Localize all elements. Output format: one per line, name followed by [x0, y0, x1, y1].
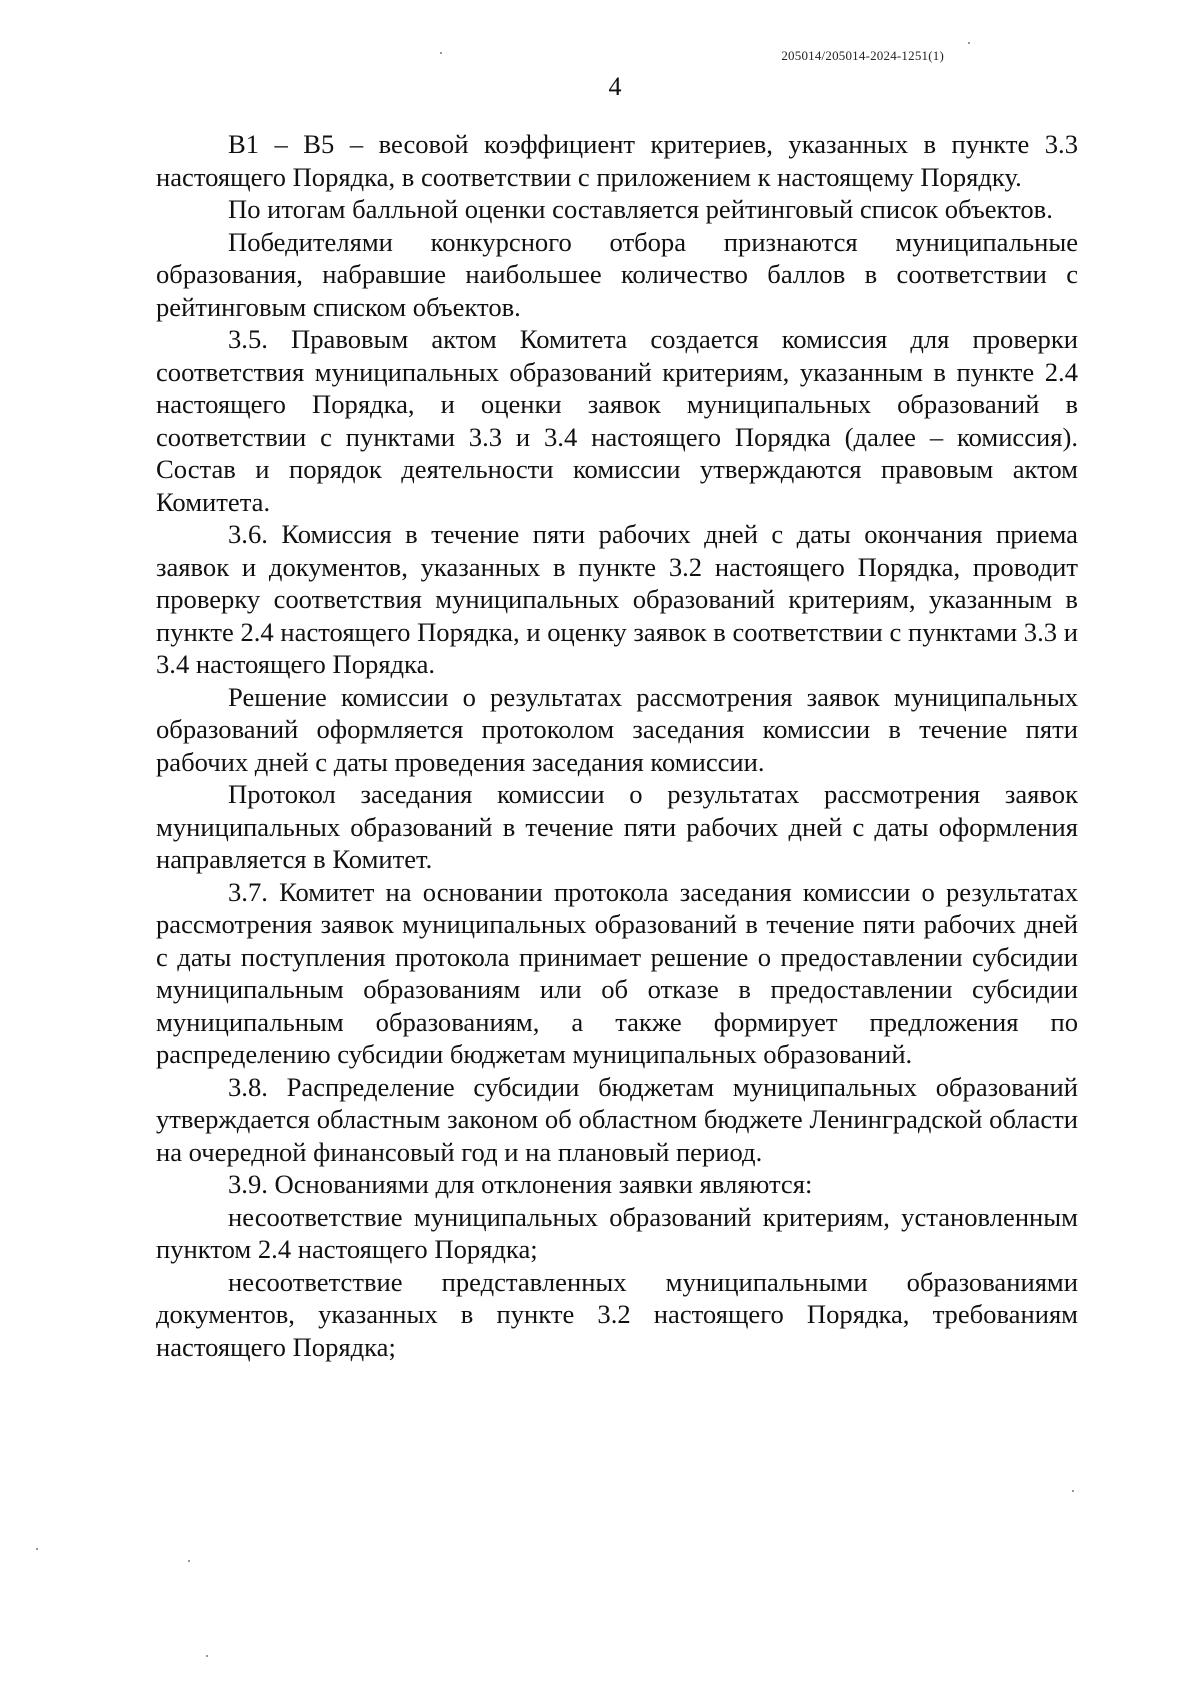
document-body: [156, 128, 1078, 1363]
paragraph-rating-list: По итогам балльной оценки составляется рейтинговый список объектов.: [228, 194, 1053, 224]
scan-speck: [968, 42, 970, 44]
paragraph-weight-coefficient: В1 – В5 – весовой коэффициент критериев, указанных в пункте 3.3 настоящего Порядка, в соответствии с приложением к настоящему Порядку.: [156, 129, 1078, 192]
scan-speck: [440, 52, 442, 54]
paragraph-reject-reason-documents: несоответствие представленных муниципальными образованиями документов, указанных в пункте 3.2 настоящего Порядка, требованиям настоящего Порядка;: [156, 1266, 1078, 1362]
scan-speck: [188, 1560, 190, 1562]
paragraph-reject-reason-criteria: несоответствие муниципальных образований критериям, установленным пунктом 2.4 настоящего Порядка;: [156, 1201, 1078, 1264]
page-number: 4: [608, 72, 622, 101]
paragraph-protocol: Протокол заседания комиссии о результатах рассмотрения заявок муниципальных образований в течение пяти рабочих дней с даты оформления направляется в Комитет.: [156, 779, 1078, 874]
scan-speck: [1072, 1490, 1074, 1492]
paragraph-3-6: 3.6. Комиссия в течение пяти рабочих дней с даты окончания приема заявок и документов, указанных в пункте 3.2 настоящего Порядка, проводит проверку соответствия муниципальных образований критериям, указанным в пункте 2.4 настоящего Порядка, и оценку заявок в соответствии с пунктами 3.3 и 3.4 настоящего Порядка.: [156, 519, 1078, 679]
scan-speck: [206, 1655, 208, 1657]
paragraph-winners: Победителями конкурсного отбора признаются муниципальные образования, набравшие наибольшее количество баллов в соответствии с рейтинговым списком объектов.: [156, 226, 1078, 322]
paragraph-3-7: 3.7. Комитет на основании протокола заседания комиссии о результатах рассмотрения заявок муниципальных образований в течение пяти рабочих дней с даты поступления протокола принимает решение о предоставлении субсидии муниципальным образованиям или об отказе в предоставлении субсидии муниципальным образованиям, а также формирует предложения по распределению субсидии бюджетам муниципальных образований.: [156, 876, 1078, 1069]
document-id: 205014/205014-2024-1251(1): [781, 48, 944, 63]
paragraph-3-8: 3.8. Распределение субсидии бюджетам муниципальных образований утверждается областным законом об областном бюджете Ленинградской области на очередной финансовый год и на плановый период.: [156, 1071, 1078, 1167]
paragraph-commission-decision: Решение комиссии о результатах рассмотрения заявок муниципальных образований оформляется протоколом заседания комиссии в течение пяти рабочих дней с даты проведения заседания комиссии.: [156, 681, 1078, 777]
scan-speck: [36, 1548, 38, 1550]
paragraph-3-9: 3.9. Основаниями для отклонения заявки являются:: [228, 1169, 813, 1199]
paragraph-3-5: 3.5. Правовым актом Комитета создается комиссия для проверки соответствия муниципальных образований критериям, указанным в пункте 2.4 настоящего Порядка, и оценки заявок муниципальных образований в соответствии с пунктами 3.3 и 3.4 настоящего Порядка (далее – комиссия). Состав и порядок деятельности комиссии утверждаются правовым актом Комитета.: [156, 324, 1078, 517]
